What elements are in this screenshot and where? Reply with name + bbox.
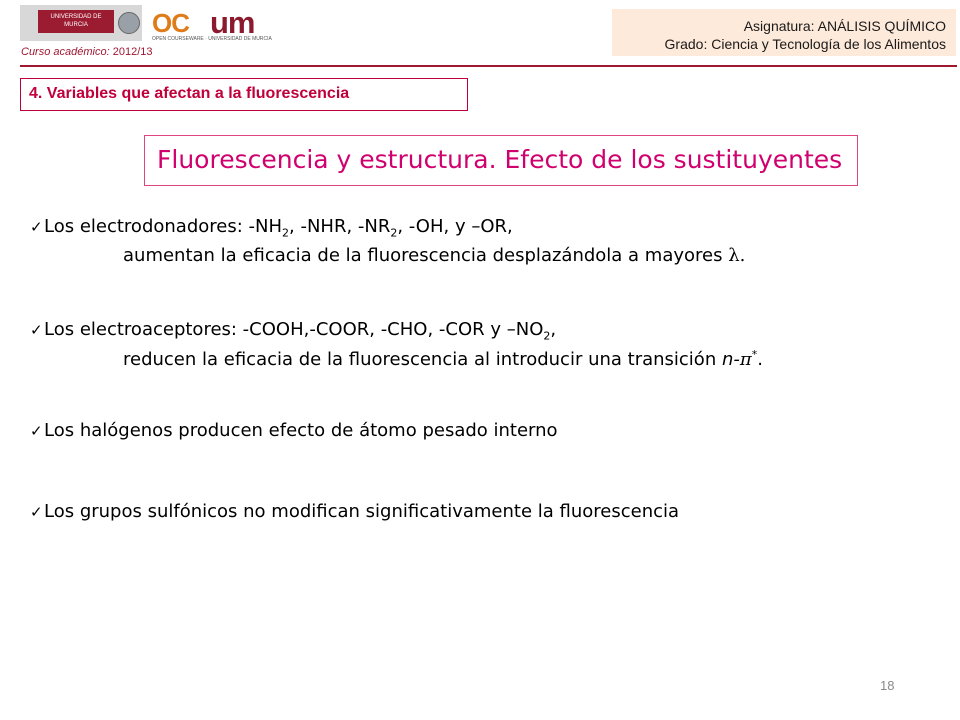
- pi-symbol: π: [739, 348, 752, 370]
- university-logo-text: UNIVERSIDAD DE MURCIA: [50, 14, 102, 28]
- bullet-sulfonicos: ✓Los grupos sulfónicos no modifican significativamente la fluorescencia: [30, 501, 680, 522]
- check-icon: ✓: [30, 503, 43, 521]
- lambda-symbol: λ.: [728, 244, 746, 266]
- header-divider: [20, 65, 957, 67]
- slide-title: Fluorescencia y estructura. Efecto de los sustituyentes: [144, 135, 858, 186]
- bullet-halogenos: ✓Los halógenos producen efecto de átomo pesado interno: [30, 420, 558, 441]
- check-icon: ✓: [30, 218, 43, 236]
- academic-year-label: Curso académico:: [21, 46, 110, 58]
- university-logo: [38, 10, 114, 33]
- academic-year: [21, 46, 152, 58]
- bullet-electrodonadores-line2: aumentan la eficacia de la fluorescencia desplazándola a mayores λ.: [123, 244, 746, 266]
- course-info-box: [612, 9, 956, 56]
- academic-year-value: 2012/13: [112, 46, 153, 58]
- course-degree: Grado: Ciencia y Tecnología de los Alimentos: [664, 36, 946, 52]
- ocw-logo: [150, 5, 272, 45]
- check-icon: ✓: [30, 422, 43, 440]
- bullet-electroaceptores: ✓Los electroaceptores: -COOH,-COOR, -CHO, -COR y $-NO_2$, reducen la eficacia de la fluorescencia al introducir una transición n-π*.: [30, 319, 763, 370]
- bullet-electrodonadores: ✓Los electrodonadores: $-NH_2$, -NHR, $-NR_2$, -OH, y –OR, aumentan la eficacia de la fluorescencia desplazándola a mayores λ.: [30, 216, 746, 266]
- ocw-logo-subtitle: OPEN COURSEWARE · UNIVERSIDAD DE MURCIA: [152, 36, 272, 42]
- page-number: 18: [880, 678, 895, 693]
- ocw-logo-oc: OC: [152, 8, 189, 38]
- university-seal-icon: [118, 12, 140, 34]
- check-icon: ✓: [30, 321, 43, 339]
- section-title: 4. Variables que afectan a la fluorescencia: [20, 78, 468, 111]
- bullet-electroaceptores-line2: reducen la eficacia de la fluorescencia al introducir una transición n-π*.: [123, 347, 763, 370]
- ocw-logo-um: um: [210, 5, 255, 40]
- course-subject: Asignatura: ANÁLISIS QUÍMICO: [743, 18, 946, 34]
